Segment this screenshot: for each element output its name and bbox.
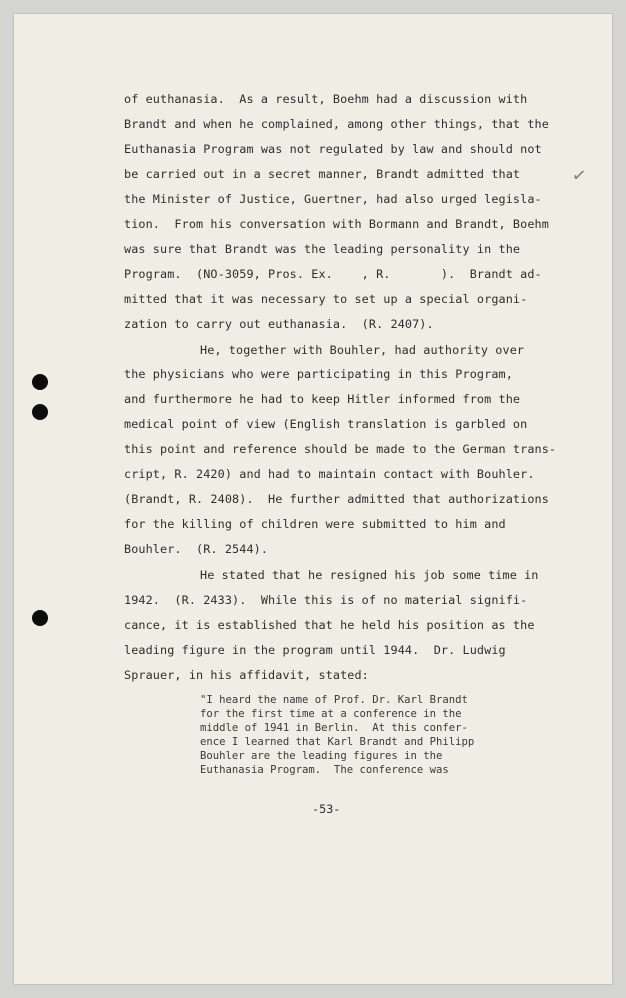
quote-line: middle of 1941 in Berlin. At this confer-: [200, 722, 468, 734]
text-line: and furthermore he had to keep Hitler informed from the: [124, 392, 521, 406]
text-line: cance, it is established that he held his position as the: [124, 618, 535, 632]
text-line: zation to carry out euthanasia. (R. 2407).: [124, 317, 434, 331]
checkmark-annotation: ✓: [570, 165, 588, 187]
quote-line: Bouhler are the leading figures in the: [200, 750, 443, 762]
punch-hole: [32, 404, 48, 420]
text-line: this point and reference should be made to the German trans-: [124, 442, 557, 456]
page-number: -53-: [312, 802, 341, 816]
text-line: Sprauer, in his affidavit, stated:: [124, 668, 369, 682]
text-line: mitted that it was necessary to set up a special organi-: [124, 292, 528, 306]
punch-hole: [32, 374, 48, 390]
text-line: tion. From his conversation with Bormann and Brandt, Boehm: [124, 217, 549, 231]
quote-line: for the first time at a conference in the: [200, 708, 462, 720]
text-line: for the killing of children were submitted to him and: [124, 517, 506, 531]
text-line: the Minister of Justice, Guertner, had also urged legisla-: [124, 192, 542, 206]
text-line: He stated that he resigned his job some time in: [200, 568, 539, 582]
text-line: (Brandt, R. 2408). He further admitted that authorizations: [124, 492, 549, 506]
text-line: of euthanasia. As a result, Boehm had a discussion with: [124, 92, 528, 106]
text-line: Program. (NO-3059, Pros. Ex. , R. ). Brandt ad-: [124, 267, 542, 281]
quote-line: Euthanasia Program. The conference was: [200, 764, 449, 776]
text-line: Euthanasia Program was not regulated by law and should not: [124, 142, 542, 156]
text-line: was sure that Brandt was the leading personality in the: [124, 242, 521, 256]
quote-line: ence I learned that Karl Brandt and Philipp: [200, 736, 475, 748]
text-line: be carried out in a secret manner, Brandt admitted that: [124, 167, 521, 181]
text-line: medical point of view (English translation is garbled on: [124, 417, 528, 431]
text-line: leading figure in the program until 1944. Dr. Ludwig: [124, 643, 506, 657]
text-line: 1942. (R. 2433). While this is of no material signifi-: [124, 593, 528, 607]
quote-line: "I heard the name of Prof. Dr. Karl Brandt: [200, 694, 468, 706]
text-line: cript, R. 2420) and had to maintain contact with Bouhler.: [124, 467, 535, 481]
text-line: Brandt and when he complained, among other things, that the: [124, 117, 549, 131]
text-line: He, together with Bouhler, had authority over: [200, 343, 525, 357]
punch-hole: [32, 610, 48, 626]
text-line: Bouhler. (R. 2544).: [124, 542, 269, 556]
text-line: the physicians who were participating in this Program,: [124, 367, 513, 381]
